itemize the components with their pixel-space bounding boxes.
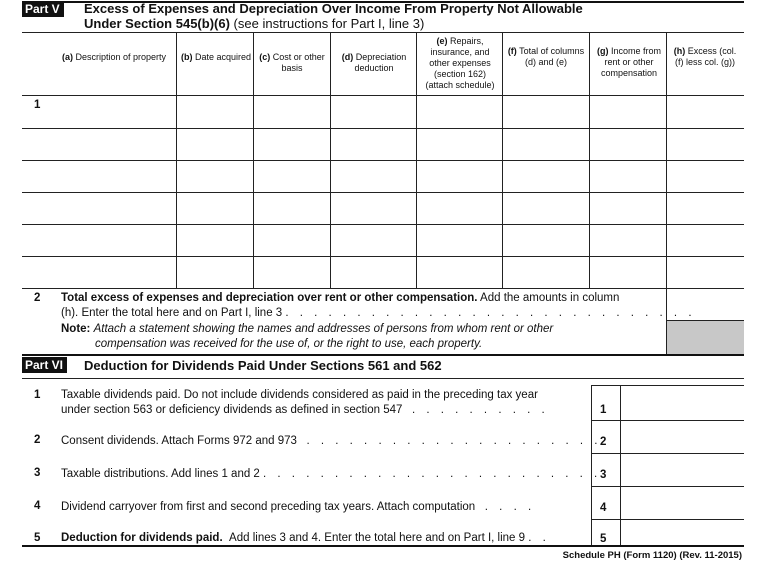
p6-line5-box-label: 5 xyxy=(600,533,607,545)
row1-income-cell[interactable] xyxy=(590,96,666,128)
part5-title-suffix: (see instructions for Part I, line 3) xyxy=(233,16,425,31)
row1-depreciation-cell[interactable] xyxy=(331,96,416,128)
p6-line4-box-label: 4 xyxy=(600,502,607,514)
col-header-d: (d) Depreciation deduction xyxy=(341,52,407,73)
footer-rule xyxy=(22,545,744,547)
col-header-e: (e) Repairs, insurance, and other expenses (section 162) (attach schedule) xyxy=(425,36,495,90)
grid-col-rule xyxy=(416,32,417,288)
grid-col-rule xyxy=(502,32,503,288)
part5-badge: Part V xyxy=(22,1,64,17)
line2-text-cont: (h). Enter the total here and on Part I, line 3 . . . . . . . . . . . . . . . . . . . . . . . . . . . . . xyxy=(61,307,696,319)
col-header-a: (a) Description of property xyxy=(61,52,167,62)
part5-title-line2 xyxy=(84,16,424,31)
shaded-box xyxy=(667,321,744,354)
grid-row-rule xyxy=(22,224,744,225)
grid-row-rule xyxy=(22,160,744,161)
grid-col-rule xyxy=(330,32,331,288)
p6-line1-box-label: 1 xyxy=(600,404,607,416)
col-header-f: (f) Total of columns (d) and (e) xyxy=(507,46,585,67)
part6-top-rule xyxy=(22,354,744,356)
line1-number: 1 xyxy=(34,99,41,111)
row1-total-cell[interactable] xyxy=(503,96,589,128)
part5-title-section: Under Section 545(b)(6) xyxy=(84,16,230,31)
p6-line2-amount-input[interactable] xyxy=(621,421,744,453)
p6-line2-text: Consent dividends. Attach Forms 972 and 973 . . . . . . . . . . . . . . . . . . . . . xyxy=(61,435,602,447)
p6-line1-text-cont: under section 563 or deficiency dividends as defined in section 547 . . . . . . . . . . xyxy=(61,404,549,416)
grid-row-rule xyxy=(22,128,744,129)
grid-row-rule xyxy=(22,192,744,193)
line2-text: Total excess of expenses and depreciation over rent or other compensation. Add the amounts in column xyxy=(61,292,620,304)
p6-line2-number: 2 xyxy=(34,434,41,446)
p6-line3-box-label: 3 xyxy=(600,469,607,481)
p6-line1-text: Taxable dividends paid. Do not include dividends considered as paid in the preceding tax year xyxy=(61,389,538,401)
note-text-cont: compensation was received for the use of, or the right to use, each property. xyxy=(95,338,483,350)
grid-col-rule xyxy=(176,32,177,288)
p6-line5-amount-input[interactable] xyxy=(621,520,744,545)
p6-line1-amount-input[interactable] xyxy=(621,386,744,420)
p6-line5-text: Deduction for dividends paid. Add lines 3 and 4. Enter the total here and on Part I, line 9 . . xyxy=(61,532,550,544)
grid-row-rule xyxy=(22,288,744,289)
form-footer: Schedule PH (Form 1120) (Rev. 11-2015) xyxy=(562,550,742,561)
col-header-h: (h) Excess (col. (f) less col. (g)) xyxy=(673,46,737,67)
p6-line2-box-label: 2 xyxy=(600,436,607,448)
row1-excess-cell[interactable] xyxy=(667,96,744,128)
p6-line4-number: 4 xyxy=(34,500,41,512)
part6-header-rule xyxy=(22,378,744,379)
grid-col-rule xyxy=(589,32,590,288)
col-header-c: (c) Cost or other basis xyxy=(259,52,325,73)
line2-number: 2 xyxy=(34,292,41,304)
p6-line4-amount-input[interactable] xyxy=(621,487,744,519)
row1-cost-cell[interactable] xyxy=(254,96,330,128)
p6-line4-text: Dividend carryover from first and second preceding tax years. Attach computation . . . . xyxy=(61,501,536,513)
note-text: Note: Attach a statement showing the names and addresses of persons from whom rent or other xyxy=(61,323,554,335)
part6-badge: Part VI xyxy=(22,357,67,373)
p6-line1-number: 1 xyxy=(34,389,41,401)
grid-row-rule xyxy=(22,256,744,257)
line2-total-input[interactable] xyxy=(667,289,744,320)
p6-line3-number: 3 xyxy=(34,467,41,479)
p6-line3-text: Taxable distributions. Add lines 1 and 2 . . . . . . . . . . . . . . . . . . . . . . . . xyxy=(61,468,602,480)
row1-description-cell[interactable] xyxy=(50,96,176,128)
col-header-g: (g) Income from rent or other compensation xyxy=(596,46,662,78)
col-header-b: (b) Date acquired xyxy=(180,52,252,62)
p6-line3-amount-input[interactable] xyxy=(621,454,744,486)
p6-line5-number: 5 xyxy=(34,532,41,544)
part5-header-top-rule xyxy=(22,32,744,33)
row1-repairs-cell[interactable] xyxy=(417,96,502,128)
part5-title-line1: Excess of Expenses and Depreciation Over Income From Property Not Allowable xyxy=(84,1,583,16)
grid-col-rule xyxy=(253,32,254,288)
part6-title: Deduction for Dividends Paid Under Sections 561 and 562 xyxy=(84,358,442,373)
row1-date-cell[interactable] xyxy=(177,96,253,128)
linebox-left-rule xyxy=(591,385,592,545)
